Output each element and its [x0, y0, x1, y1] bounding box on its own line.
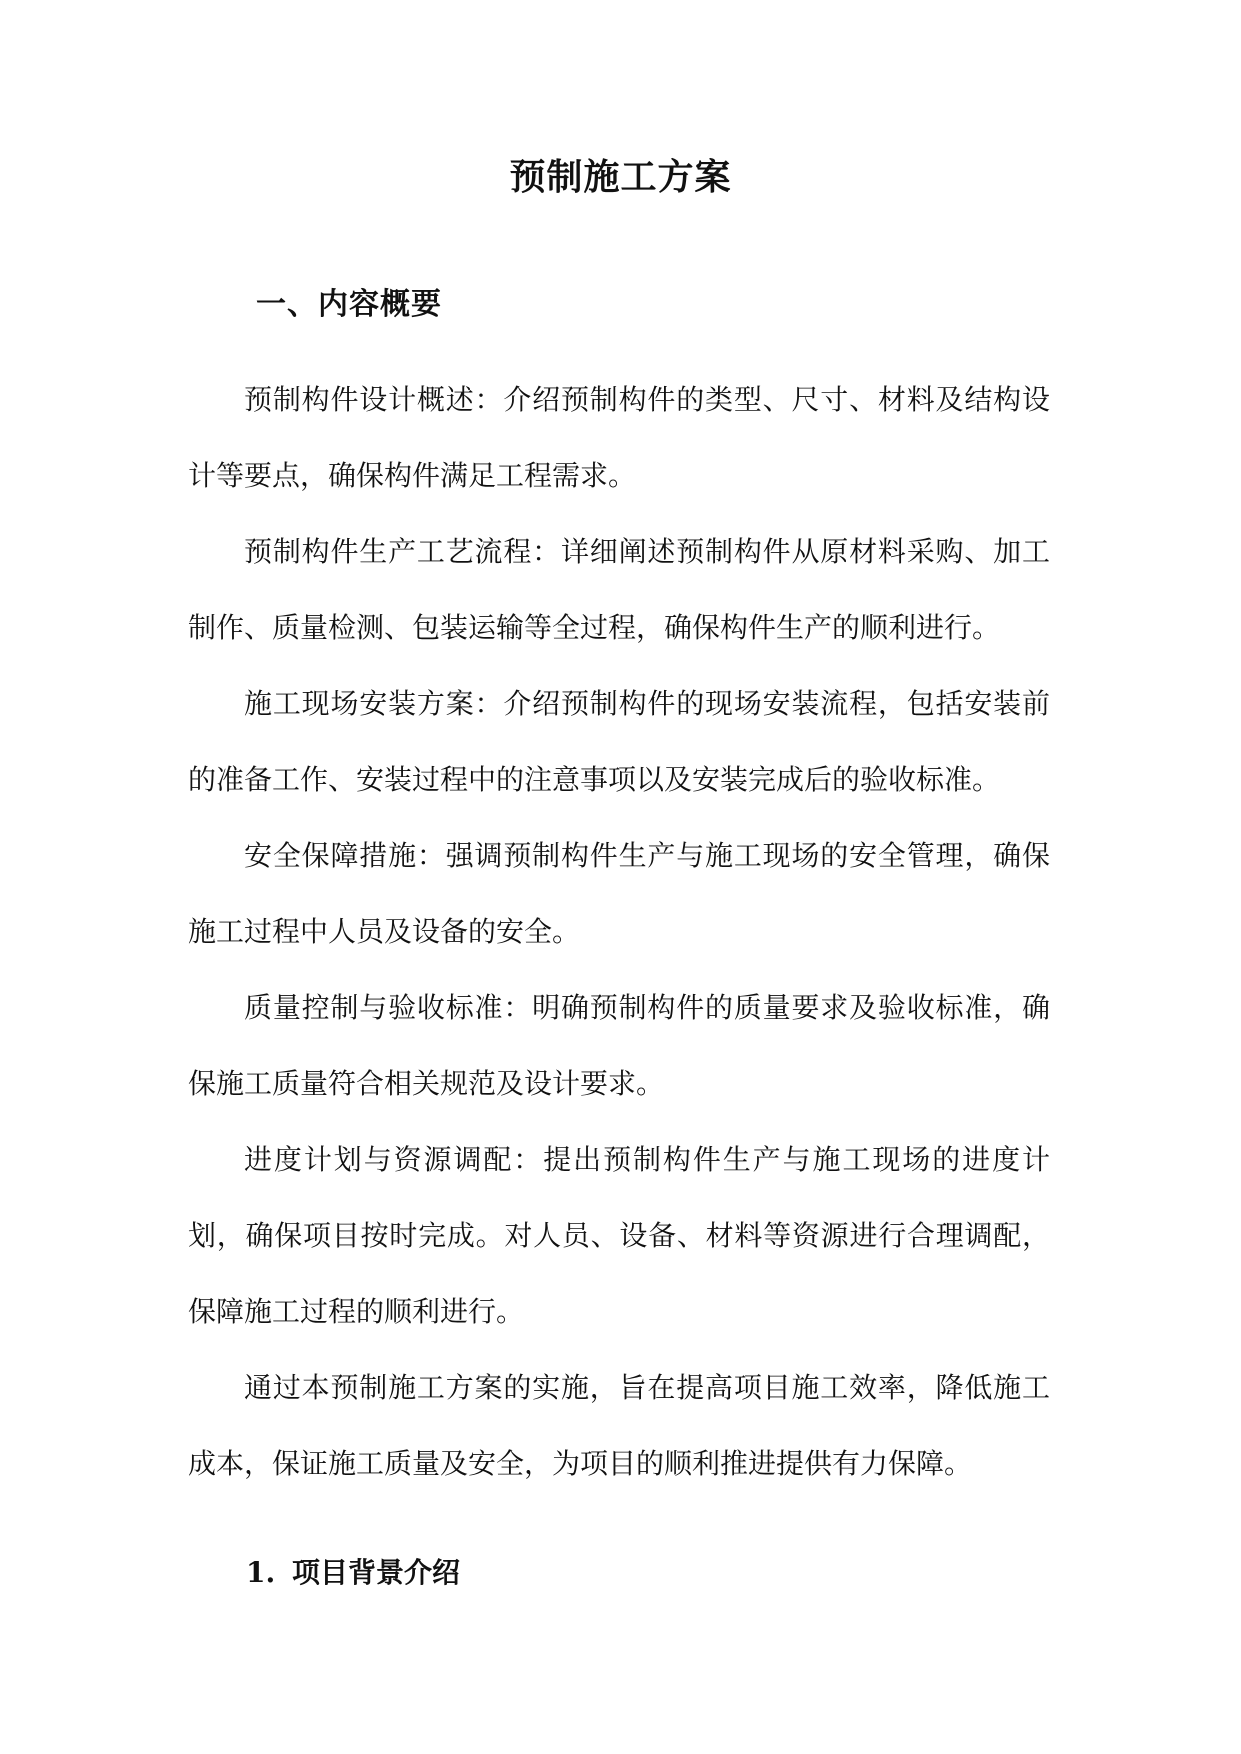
paragraph-quality-control: 质量控制与验收标准：明确预制构件的质量要求及验收标准，确保施工质量符合相关规范及设计要求。	[188, 991, 1050, 1100]
paragraph-safety-measures: 安全保障措施：强调预制构件生产与施工现场的安全管理，确保施工过程中人员及设备的安全。	[188, 839, 1050, 948]
subsection-heading	[246, 1548, 460, 1598]
paragraph-component-design: 预制构件设计概述：介绍预制构件的类型、尺寸、材料及结构设计等要点，确保构件满足工程需求。	[188, 383, 1050, 492]
paragraph-schedule-resources: 进度计划与资源调配：提出预制构件生产与施工现场的进度计划，确保项目按时完成。对人员、设备、材料等资源进行合理调配，保障施工过程的顺利进行。	[188, 1143, 1050, 1328]
subsection-number: 1.	[246, 1556, 276, 1589]
paragraph-production-process: 预制构件生产工艺流程：详细阐述预制构件从原材料采购、加工制作、质量检测、包装运输等全过程，确保构件生产的顺利进行。	[188, 535, 1050, 644]
subsection-title: 项目背景介绍	[292, 1556, 461, 1589]
document-title: 预制施工方案	[509, 156, 732, 198]
section-heading: 一、内容概要	[256, 287, 442, 322]
document-body	[188, 362, 1050, 1502]
paragraph-summary: 通过本预制施工方案的实施，旨在提高项目施工效率，降低施工成本，保证施工质量及安全，为项目的顺利推进提供有力保障。	[188, 1371, 1050, 1480]
paragraph-installation-plan: 施工现场安装方案：介绍预制构件的现场安装流程，包括安装前的准备工作、安装过程中的注意事项以及安装完成后的验收标准。	[188, 687, 1050, 796]
